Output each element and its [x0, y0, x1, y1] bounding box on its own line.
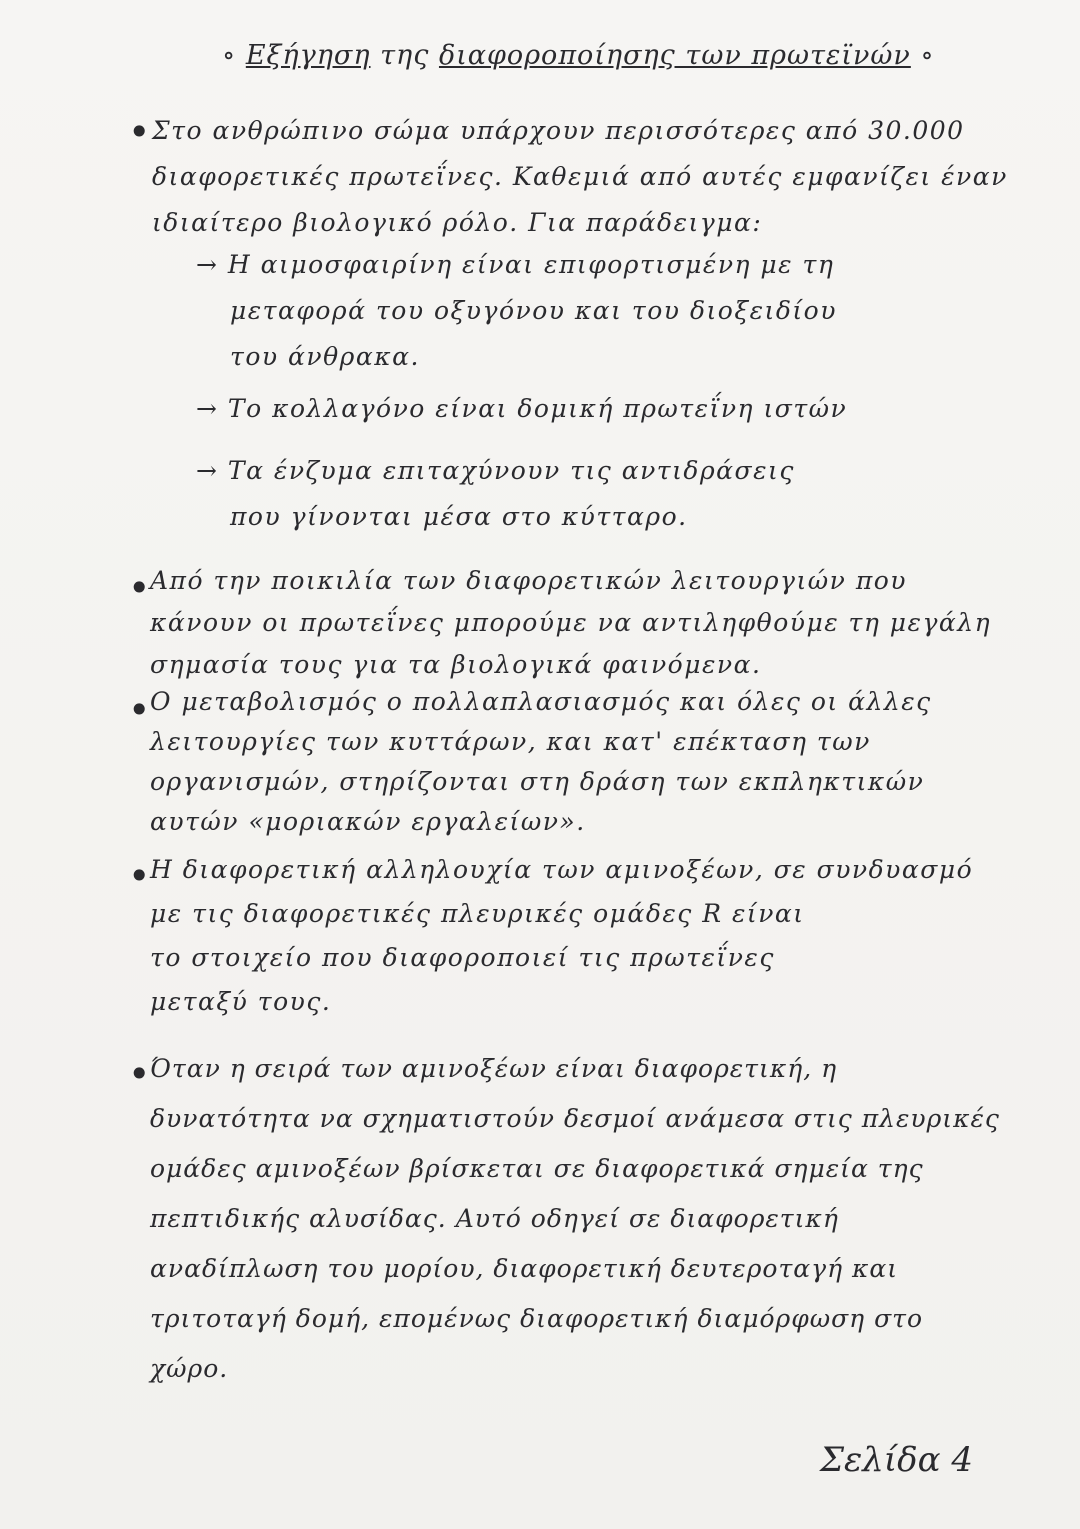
paragraph-2 [150, 560, 991, 686]
paragraph-4 [150, 848, 973, 1024]
paragraph-1 [152, 108, 1008, 246]
text-line: → Η αιμοσφαιρίνη είναι επιφορτισμένη με τη [196, 250, 835, 279]
text-line: οργανισμών, στηρίζονται στη δράση των εκπληκτικών [150, 767, 925, 796]
text-line: πεπτιδικής αλυσίδας. Αυτό οδηγεί σε διαφορετική [150, 1204, 839, 1233]
text-line: Η διαφορετική αλληλουχία των αμινοξέων, σε συνδυασμό [150, 855, 974, 884]
text-line: δυνατότητα να σχηματιστούν δεσμοί ανάμεσα στις πλευρικές [150, 1104, 1000, 1133]
example-enzymes [196, 448, 795, 540]
page-number-label: Σελίδα 4 [820, 1440, 974, 1480]
title-part3: διαφοροποίησης των πρωτεϊνών [438, 40, 911, 71]
text-line: μεταξύ τους. [150, 987, 332, 1016]
example-collagen [196, 386, 847, 432]
text-line: του άνθρακα. [230, 342, 420, 371]
text-line: με τις διαφορετικές πλευρικές ομάδες R είναι [150, 899, 805, 928]
bullet: • [128, 854, 151, 898]
text-line: μεταφορά του οξυγόνου και του διοξειδίου [230, 296, 837, 325]
paragraph-3 [150, 682, 932, 842]
text-line: Ο μεταβολισμός ο πολλαπλασιασμός και όλες οι άλλες [150, 687, 932, 716]
title-part1: Εξήγηση [245, 40, 371, 71]
text-line: αναδίπλωση του μορίου, διαφορετική δευτεροταγή και [150, 1254, 899, 1283]
text-line: διαφορετικές πρωτεΐνες. Καθεμιά από αυτές εμφανίζει έναν [152, 162, 1008, 191]
text-line: Στο ανθρώπινο σώμα υπάρχουν περισσότερες από 30.000 [152, 116, 965, 145]
title-part2: της [380, 40, 430, 71]
text-line: → Το κολλαγόνο είναι δομική πρωτεΐνη ιστών [196, 394, 848, 423]
text-line: Όταν η σειρά των αμινοξέων είναι διαφορετική, η [150, 1054, 838, 1083]
paragraph-5 [150, 1044, 1000, 1394]
text-line: χώρο. [150, 1354, 229, 1383]
bullet: • [128, 1052, 151, 1096]
text-line: κάνουν οι πρωτεΐνες μπορούμε να αντιληφθούμε τη μεγάλη [150, 608, 992, 637]
text-line: που γίνονται μέσα στο κύτταρο. [230, 502, 688, 531]
text-line: λειτουργίες των κυττάρων, και κατ' επέκταση των [150, 727, 871, 756]
bullet: • [128, 688, 151, 732]
text-line: ιδιαίτερο βιολογικό ρόλο. Για παράδειγμα: [152, 208, 763, 237]
text-line: το στοιχείο που διαφοροποιεί τις πρωτεΐνες [150, 943, 775, 972]
text-line: αυτών «μοριακών εργαλείων». [150, 807, 586, 836]
title-dot-left: ∘ [222, 40, 246, 71]
text-line: τριτοταγή δομή, επομένως διαφορετική διαμόρφωση στο [150, 1304, 924, 1333]
text-line: → Τα ένζυμα επιταχύνουν τις αντιδράσεις [196, 456, 795, 485]
page-title [222, 40, 935, 71]
text-line: Από την ποικιλία των διαφορετικών λειτουργιών που [150, 566, 908, 595]
example-hemoglobin [196, 242, 837, 380]
bullet: • [128, 110, 151, 154]
title-dot-right: ∘ [910, 40, 935, 71]
text-line: ομάδες αμινοξέων βρίσκεται σε διαφορετικά σημεία της [150, 1154, 924, 1183]
bullet: • [128, 566, 151, 610]
text-line: σημασία τους για τα βιολογικά φαινόμενα. [150, 650, 762, 679]
